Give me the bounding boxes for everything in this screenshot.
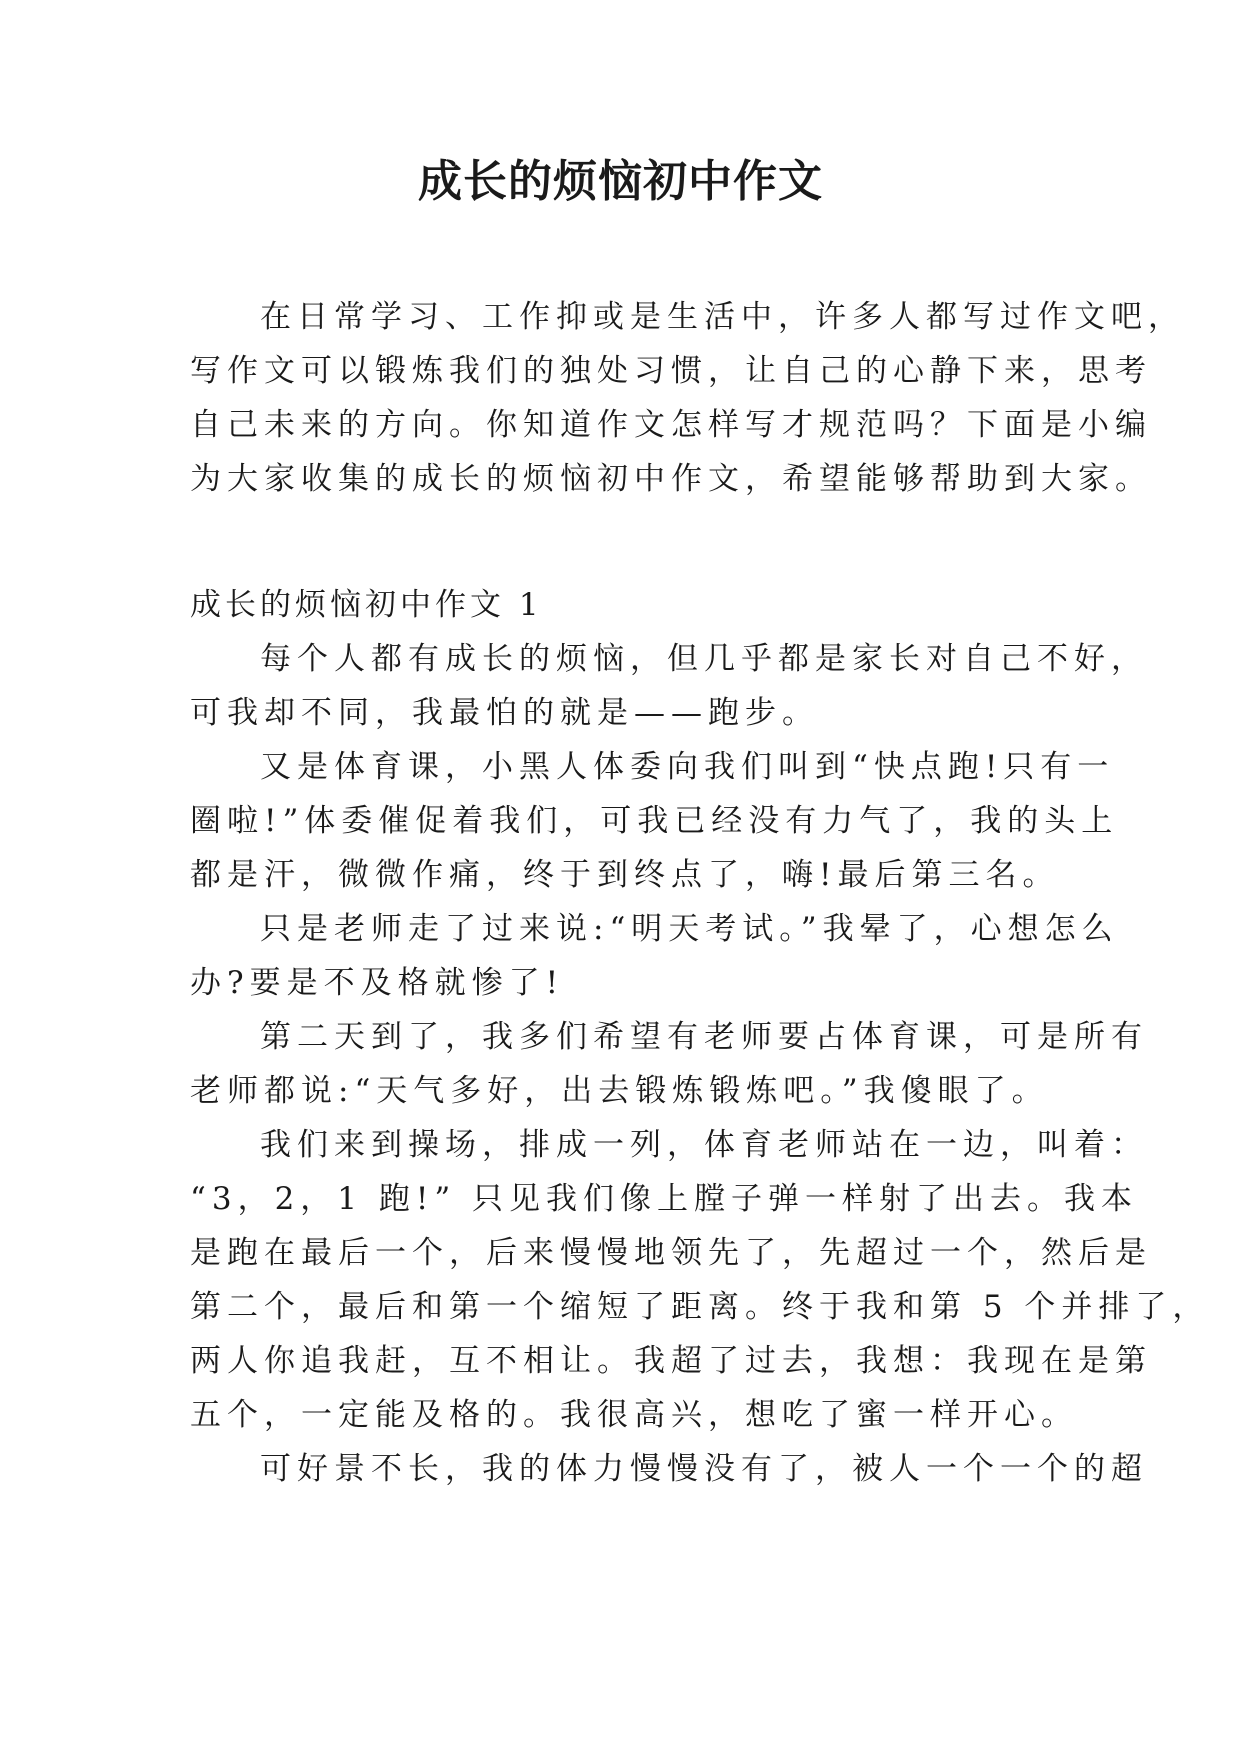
essay-body (190, 632, 1210, 1496)
essay-paragraph (190, 1010, 1148, 1118)
essay-line: 可我却不同，我最怕的就是——跑步。 (190, 695, 819, 731)
intro-line: 自己未来的方向。你知道作文怎样写才规范吗？下面是小编 (190, 407, 1152, 443)
essay-paragraph (190, 902, 1119, 1010)
essay-paragraph (190, 1442, 1148, 1496)
intro-line: 为大家收集的成长的烦恼初中作文，希望能够帮助到大家。 (190, 461, 1152, 497)
essay-line: 圈啦!”体委催促着我们，可我已经没有力气了，我的头上 (190, 803, 1119, 839)
essay-line: 两人你追我赶，互不相让。我超了过去，我想：我现在是第 (190, 1343, 1152, 1379)
intro-paragraph (190, 290, 1185, 506)
essay-line: 又是体育课，小黑人体委向我们叫到“快点跑!只有一 (260, 749, 1115, 785)
essay-line: 五个，一定能及格的。我很高兴，想吃了蜜一样开心。 (190, 1397, 1078, 1433)
essay-line: 第二个，最后和第一个缩短了距离。终于我和第 5 个并排了， (190, 1289, 1210, 1325)
essay-line: “3，2，1 跑!” 只见我们像上膛子弹一样射了出去。我本 (190, 1181, 1139, 1217)
essay-line: 是跑在最后一个，后来慢慢地领先了，先超过一个，然后是 (190, 1235, 1152, 1271)
intro-line: 在日常学习、工作抑或是生活中，许多人都写过作文吧， (260, 299, 1185, 335)
essay-line: 可好景不长，我的体力慢慢没有了，被人一个一个的超 (260, 1451, 1148, 1487)
essay-line: 只是老师走了过来说:“明天考试。”我晕了，心想怎么 (260, 911, 1119, 947)
intro-line: 写作文可以锻炼我们的独处习惯，让自己的心静下来，思考 (190, 353, 1152, 389)
section-title: 成长的烦恼初中作文 1 (190, 587, 543, 623)
essay-line: 每个人都有成长的烦恼，但几乎都是家长对自己不好， (260, 641, 1148, 677)
essay-paragraph (190, 632, 1148, 740)
essay-line: 办?要是不及格就惨了! (190, 965, 565, 1001)
essay-paragraph (190, 1118, 1210, 1442)
essay-line: 第二天到了，我多们希望有老师要占体育课，可是所有 (260, 1019, 1148, 1055)
essay-line: 都是汗，微微作痛，终于到终点了，嗨!最后第三名。 (190, 857, 1060, 893)
document-title: 成长的烦恼初中作文 (418, 156, 823, 207)
intro-text (190, 290, 1185, 506)
essay-line: 我们来到操场，排成一列，体育老师站在一边，叫着： (260, 1127, 1148, 1163)
essay-line: 老师都说:“天气多好，出去锻炼锻炼吧。”我傻眼了。 (190, 1073, 1049, 1109)
essay-paragraph (190, 740, 1119, 902)
